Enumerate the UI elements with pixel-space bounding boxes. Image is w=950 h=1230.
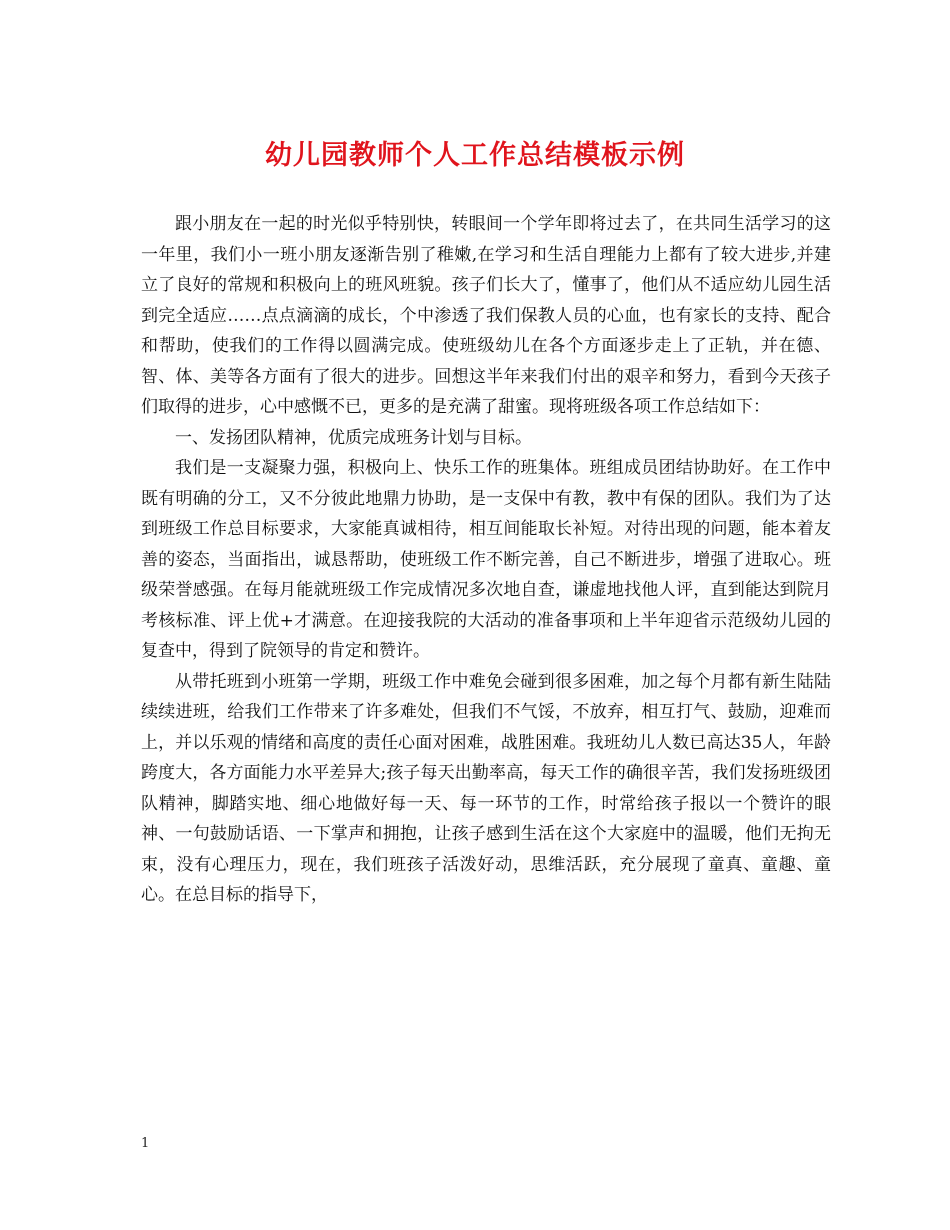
paragraph-intro: 跟小朋友在一起的时光似乎特别快，转眼间一个学年即将过去了，在共同生活学习的这一年里，我们小一班小朋友逐渐告别了稚嫩,在学习和生活自理能力上都有了较大进步,并建立了良好的常规和积极向上的班风班貌。孩子们长大了，懂事了，他们从不适应幼儿园生活到完全适应……点点滴滴的成长，个中渗透了我们保教人员的心血，也有家长的支持、配合和帮助，使我们的工作得以圆满完成。使班级幼儿在各个方面逐步走上了正轨，并在德、智、体、美等各方面有了很大的进步。回想这半年来我们付出的艰辛和努力，看到今天孩子们取得的进步，心中感慨不已，更多的是充满了甜蜜。现将班级各项工作总结如下：: [141, 214, 831, 417]
paragraph-challenges: 从带托班到小班第一学期，班级工作中难免会碰到很多困难，加之每个月都有新生陆陆续续进班，给我们工作带来了许多难处，但我们不气馁，不放弃，相互打气、鼓励，迎难而上，并以乐观的情绪和高度的责任心面对困难，战胜困难。我班幼儿人数已高达35人，年龄跨度大，各方面能力水平差异大;孩子每天出勤率高，每天工作的确很辛苦，我们发扬班级团队精神，脚踏实地、细心地做好每一天、每一环节的工作，时常给孩子报以一个赞许的眼神、一句鼓励话语、一下掌声和拥抱，让孩子感到生活在这个大家庭中的温暖，他们无拘无束，没有心理压力，现在，我们班孩子活泼好动，思维活跃，充分展现了童真、童趣、童心。在总目标的指导下，: [141, 671, 831, 905]
document-title: 幼儿园教师个人工作总结模板示例: [265, 140, 685, 171]
paragraph-teamwork: 我们是一支凝聚力强，积极向上、快乐工作的班集体。班组成员团结协助好。在工作中既有明确的分工，又不分彼此地鼎力协助，是一支保中有教，教中有保的团队。我们为了达到班级工作总目标要求，大家能真诚相待，相互间能取长补短。对待出现的问题，能本着友善的姿态，当面指出，诚恳帮助，使班级工作不断完善，自己不断进步，增强了进取心。班级荣誉感强。在每月能就班级工作完成情况多次地自查，谦虚地找他人评，直到能达到院月考核标准、评上优+才满意。在迎接我院的大活动的准备事项和上半年迎省示范级幼儿园的复查中，得到了院领导的肯定和赞许。: [141, 458, 831, 661]
section-heading-1: 一、发扬团队精神，优质完成班务计划与目标。: [175, 427, 532, 448]
page-number: 1: [141, 1136, 150, 1151]
document-body: [141, 209, 831, 911]
